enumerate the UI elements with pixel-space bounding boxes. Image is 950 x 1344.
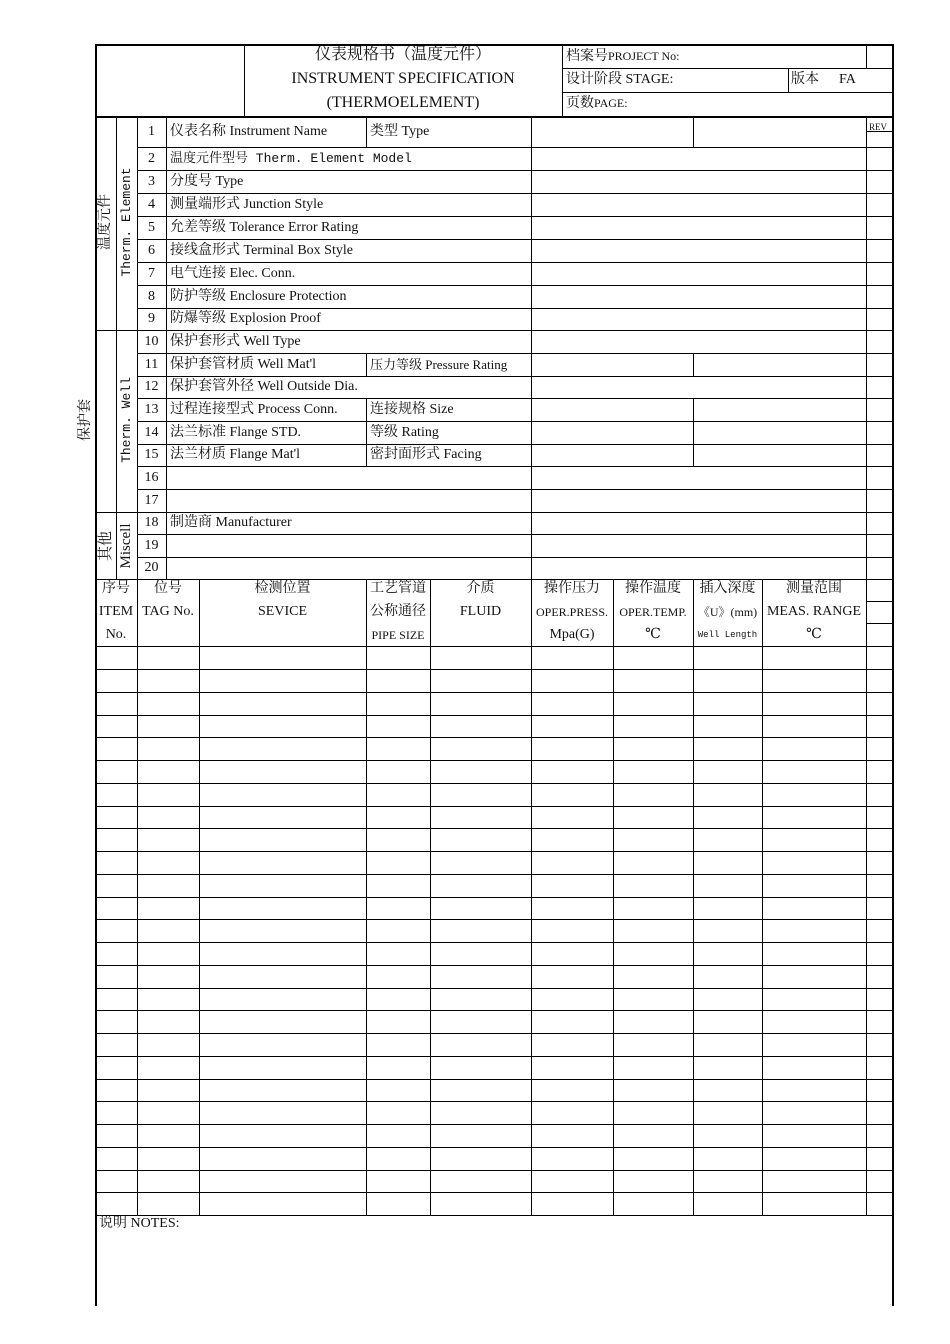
spec-row-number: 2 (148, 150, 155, 166)
v-rule (788, 68, 789, 92)
column-header: 检测位置 (254, 581, 311, 596)
h-rule (137, 216, 893, 217)
column-header: OPER.PRESS. (535, 605, 609, 619)
h-rule (95, 1010, 893, 1011)
h-rule (95, 806, 893, 807)
spec-row-number: 1 (148, 123, 155, 139)
column-header: 公称通径 (370, 604, 426, 619)
h-rule (95, 1124, 893, 1125)
group-well-en: Therm. Well (119, 377, 134, 463)
v-rule (866, 116, 867, 1215)
h-rule (95, 715, 893, 716)
h-rule (95, 942, 893, 943)
v-rule (116, 116, 117, 579)
h-rule (137, 376, 893, 377)
spec-row-label: 防护等级 Enclosure Protection (170, 288, 347, 304)
h-rule (137, 285, 893, 286)
spec-row-number: 19 (144, 537, 159, 553)
spec-row-label: 保护套管材质 Well Mat'l (170, 356, 317, 372)
column-header: 工艺管道 (370, 581, 426, 596)
v-rule (166, 116, 167, 579)
spec-row-label: 电气连接 Elec. Conn. (170, 265, 296, 281)
project-label (566, 48, 679, 65)
spec-row-number: 8 (148, 288, 155, 304)
spec-row-label: 温度元件型号 Therm. Element Model (170, 150, 412, 166)
h-rule (95, 737, 893, 738)
h-rule (95, 897, 893, 898)
spec-row-number: 4 (148, 196, 155, 212)
version-value: FA (839, 72, 856, 87)
column-header: 操作压力 (544, 581, 600, 596)
group-misc-cn: 其他 (98, 531, 114, 562)
spec-row-label: 法兰材质 Flange Mat'l (170, 447, 301, 462)
column-header: SEVICE (258, 604, 307, 619)
spec-row-label: 测量端形式 Junction Style (170, 196, 324, 212)
title-en-2: (THERMOELEMENT) (326, 94, 480, 111)
column-header: ITEM (98, 604, 134, 619)
h-rule (95, 1056, 893, 1057)
h-rule (137, 534, 893, 535)
h-rule (95, 783, 893, 784)
h-rule (866, 623, 893, 624)
h-rule (137, 262, 893, 263)
spec-row-number: 10 (144, 333, 159, 349)
h-rule (95, 579, 893, 580)
spec-row-number: 5 (148, 219, 155, 235)
h-rule (137, 170, 893, 171)
spec-row-label: 仪表名称 Instrument Name (170, 123, 328, 139)
spec-row-number: 16 (144, 469, 159, 485)
h-rule (95, 116, 893, 118)
v-rule (693, 353, 694, 376)
h-rule (137, 489, 893, 490)
h-rule (95, 1215, 893, 1216)
h-rule (95, 1033, 893, 1034)
spec-row-number: 12 (144, 379, 159, 394)
h-rule (137, 353, 893, 354)
page-label-cn: 页数 (566, 96, 594, 111)
group-element-cn: 温度元件 (98, 194, 113, 250)
v-rule (366, 398, 367, 466)
column-header: FLUID (459, 604, 502, 619)
h-rule (137, 308, 893, 309)
h-rule (95, 1147, 893, 1148)
h-rule (95, 1192, 893, 1193)
spec-row-number: 9 (148, 311, 155, 326)
h-rule (137, 557, 893, 558)
column-header: OPER.TEMP. (619, 605, 687, 619)
v-rule (866, 45, 867, 68)
page-label-en: PAGE: (594, 96, 628, 110)
column-header: PIPE SIZE (371, 628, 425, 642)
h-rule (95, 1079, 893, 1080)
group-well-cn: 保护套 (78, 399, 93, 441)
spec-row-number: 3 (148, 173, 155, 189)
spec-row-label: 允差等级 Tolerance Error Rating (170, 219, 359, 235)
column-header: 测量范围 (786, 581, 842, 596)
v-rule (366, 353, 367, 376)
h-rule (95, 646, 893, 647)
h-rule (137, 512, 893, 513)
h-rule (95, 1101, 893, 1102)
spec-row-number: 18 (144, 515, 159, 530)
v-rule (693, 116, 694, 147)
h-rule (95, 828, 893, 829)
h-rule (95, 692, 893, 693)
version-label: 版本 (791, 72, 819, 87)
spec-row-label: 制造商 Manufacturer (170, 515, 292, 530)
spec-row-label: 分度号 Type (170, 173, 244, 189)
spec-row-label-2: 连接规格 Size (370, 401, 454, 417)
spec-row-label-2: 类型 Type (370, 123, 430, 139)
page-label (566, 95, 628, 112)
stage-label: 设计阶段 STAGE: (566, 72, 674, 87)
project-label-cn: 档案号 (566, 49, 608, 64)
h-rule (95, 919, 893, 920)
h-rule (95, 760, 893, 761)
column-header: 《U》(mm) (697, 605, 758, 619)
column-header: 序号 (102, 581, 130, 596)
h-rule (137, 147, 893, 148)
notes-label: 说明 NOTES: (99, 1216, 180, 1231)
spec-row-number: 15 (144, 447, 159, 462)
spec-row-number: 13 (144, 401, 159, 417)
spec-row-label: 保护套管外径 Well Outside Dia. (170, 379, 358, 394)
h-rule (95, 965, 893, 966)
h-rule (137, 421, 893, 422)
v-rule (531, 116, 532, 579)
title-cn: 仪表规格书（温度元件） (314, 46, 491, 63)
column-header: 介质 (466, 581, 495, 596)
spec-row-number: 7 (148, 265, 155, 281)
v-rule (562, 45, 563, 116)
h-rule (866, 601, 893, 602)
h-rule (95, 988, 893, 989)
h-rule (95, 669, 893, 670)
h-rule (137, 444, 893, 445)
h-rule (95, 874, 893, 875)
column-header: 插入深度 (699, 581, 756, 596)
column-header: 操作温度 (625, 581, 681, 596)
v-rule (366, 116, 367, 147)
column-header: No. (105, 627, 127, 642)
spec-row-label: 防爆等级 Explosion Proof (170, 311, 321, 326)
spec-row-label: 接线盒形式 Terminal Box Style (170, 242, 353, 258)
h-rule (137, 398, 893, 399)
spec-row-label: 法兰标准 Flange STD. (170, 424, 302, 440)
spec-row-number: 6 (148, 242, 155, 258)
v-rule (693, 398, 694, 466)
group-misc-en: Miscell (118, 523, 134, 569)
project-label-en: PROJECT No: (608, 49, 680, 63)
spec-row-number: 17 (144, 492, 159, 508)
column-header: 位号 (154, 581, 182, 596)
h-rule (562, 68, 893, 69)
column-header: TAG No. (142, 604, 194, 619)
column-header: ℃ (645, 627, 661, 642)
spec-row-label: 过程连接型式 Process Conn. (170, 401, 338, 417)
h-rule (137, 239, 893, 240)
column-header: Mpa(G) (549, 627, 595, 642)
spec-row-number: 20 (144, 560, 159, 575)
rev-label: REV (869, 122, 887, 132)
h-rule (137, 193, 893, 194)
h-rule (562, 92, 893, 93)
column-header: ℃ (806, 627, 822, 642)
group-element-en: Therm. Element (119, 167, 134, 277)
title-en-1: INSTRUMENT SPECIFICATION (291, 70, 515, 87)
spec-row-label-2: 等级 Rating (370, 424, 439, 440)
spec-row-number: 14 (144, 424, 159, 440)
h-rule (137, 330, 893, 331)
h-rule (137, 466, 893, 467)
spec-row-label-2: 密封面形式 Facing (370, 447, 482, 462)
h-rule (95, 1170, 893, 1171)
h-rule (95, 851, 893, 852)
spec-row-number: 11 (144, 356, 159, 372)
column-header: Well Length (697, 630, 758, 640)
spec-row-label-2: 压力等级 Pressure Rating (370, 356, 508, 372)
column-header: MEAS. RANGE (766, 604, 862, 619)
spec-row-label: 保护套形式 Well Type (170, 333, 301, 349)
